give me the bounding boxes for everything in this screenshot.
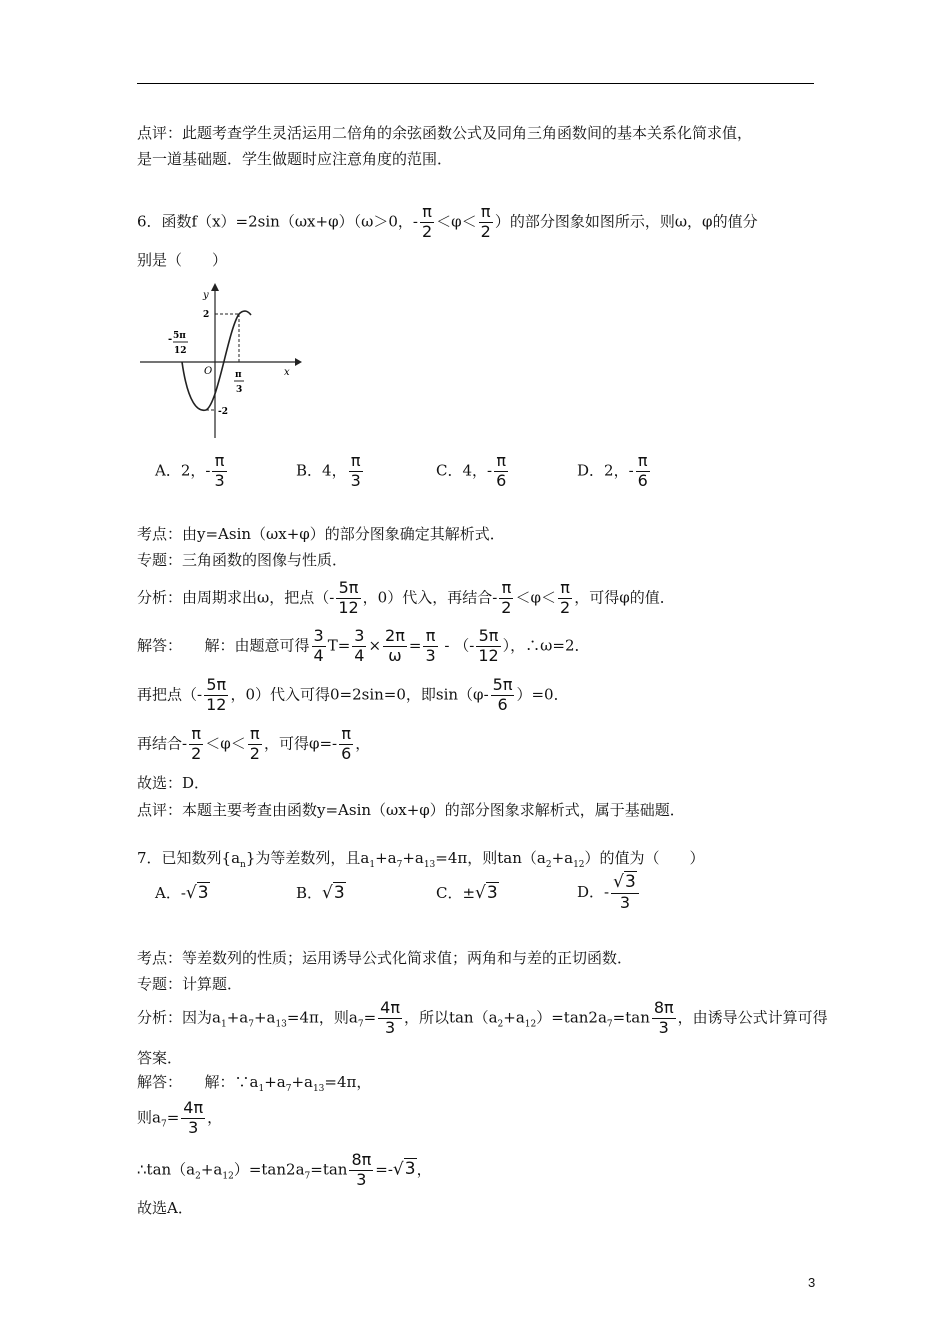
sine-graph-figure xyxy=(138,282,303,442)
q6-option-d[interactable]: D．2，- $\frac{\pi}{6}$ xyxy=(577,451,648,490)
prev-comment-line1: 点评：此题考查学生灵活运用二倍角的余弦函数公式及同角三角函数间的基本关系化简求值， xyxy=(137,124,753,142)
q6-jieda: 解答： 解：由题意可得 $\frac{3}{4}$ T= $\frac{3}{4}$ × $\frac{2\pi}{\omega}$ = $\frac{\pi}{3}$ - （- $\frac{5\pi}{12}$ ），∴ω=2． xyxy=(137,626,590,665)
q6-stem-line1: 6．函数f（x）=2sin（ωx+φ）（ω＞0，- $\frac{\pi}{2}$ ＜φ＜ $\frac{\pi}{2}$ ）的部分图象如图所示，则ω，φ的值分 xyxy=(137,202,758,241)
right-num: π xyxy=(235,370,242,380)
y-max-label: 2 xyxy=(203,310,210,320)
q6-fenxi: 分析：由周期求出ω，把点（- $\frac{5\pi}{12}$ ，0）代入，再结合- $\frac{\pi}{2}$ ＜φ＜ $\frac{\pi}{2}$ ，可得φ的值． xyxy=(137,578,675,617)
q7-option-c[interactable]: C．±√3 xyxy=(436,883,498,903)
fraction: $\frac{\pi}{2}$ xyxy=(421,202,433,241)
x-axis-label: x xyxy=(284,367,290,378)
q7-jieda: 解答： 解：$\because a_1+a_7+a_{13}=4\pi$， xyxy=(137,1073,372,1094)
q6-option-b[interactable]: B．4， $\frac{\pi}{3}$ xyxy=(296,451,361,490)
y-axis-label: y xyxy=(203,290,209,301)
q6-kaodian: 考点：由y=Asin（ωx+φ）的部分图象确定其解析式． xyxy=(137,525,505,543)
right-den: 3 xyxy=(236,385,243,395)
q7-option-a[interactable]: A．-√3 xyxy=(155,883,209,903)
header-rule xyxy=(137,83,814,84)
q6-option-c[interactable]: C．4，- $\frac{\pi}{6}$ xyxy=(436,451,507,490)
q7-zhuanti: 专题：计算题． xyxy=(137,975,243,993)
q7-stem: 7．已知数列$\{a_n\}$为等差数列，且$a_1+a_7+a_{13}=4\pi$，则$\tan(a_2+a_{12})$的值为（ ） xyxy=(137,849,705,870)
q6-zhuanti: 专题：三角函数的图像与性质． xyxy=(137,551,348,569)
prev-comment-line2: 是一道基础题．学生做题时应注意角度的范围． xyxy=(137,150,453,168)
page-number: 3 xyxy=(808,1275,816,1290)
q7-kaodian: 考点：等差数列的性质；运用诱导公式化简求值；两角和与差的正切函数． xyxy=(137,949,633,967)
q7-fenxi: 分析：因为$a_1+a_7+a_{13}=4\pi$，则$a_7=$ $\frac{4\pi}{3}$ ，所以$\tan(a_2+a_{12})=\tan 2a_7=\tan$ $\frac{8\pi}{3}$ ，由诱导公式计算可得 xyxy=(137,998,828,1037)
q7-guxuan: 故选A． xyxy=(137,1199,193,1217)
q7-option-b[interactable]: B．√3 xyxy=(296,883,345,903)
left-minus: - xyxy=(168,334,173,345)
fraction: $\frac{\pi}{2}$ xyxy=(480,202,491,241)
left-den: 12 xyxy=(174,346,187,356)
q6-option-a[interactable]: A．2，- $\frac{\pi}{3}$ xyxy=(155,451,225,490)
x-axis-arrow xyxy=(295,358,302,366)
left-num: 5π xyxy=(173,331,186,341)
q7-fenxi-line2: 答案． xyxy=(137,1049,183,1067)
y-min-label: -2 xyxy=(218,407,228,417)
origin-label: O xyxy=(204,366,213,377)
q6-dianping: 点评：本题主要考查由函数y=Asin（ωx+φ）的部分图象求解析式，属于基础题． xyxy=(137,801,685,819)
q6-line-b: 再把点（- $\frac{5\pi}{12}$ ，0）代入可得0=2sin=0，即sin（φ- $\frac{5\pi}{6}$ ）=0． xyxy=(137,675,569,714)
sine-curve xyxy=(182,311,251,410)
q6-guxuan: 故选：D． xyxy=(137,774,210,792)
q6-line-c: 再结合- $\frac{\pi}{2}$ ＜φ＜ $\frac{\pi}{2}$ ，可得φ=- $\frac{\pi}{6}$ ， xyxy=(137,724,371,763)
q7-so: $\therefore\tan(a_2+a_{12})=\tan 2a_7=\tan$ $\frac{8\pi}{3}$ =-√3， xyxy=(137,1150,432,1189)
q7-option-d[interactable]: D．- $\frac{√3}{3}$ xyxy=(577,874,641,912)
q6-stem-line2: 别是（ ） xyxy=(137,251,228,269)
q7-ze: 则$a_7=$ $\frac{4\pi}{3}$ ， xyxy=(137,1098,223,1137)
y-axis-arrow xyxy=(211,283,219,291)
